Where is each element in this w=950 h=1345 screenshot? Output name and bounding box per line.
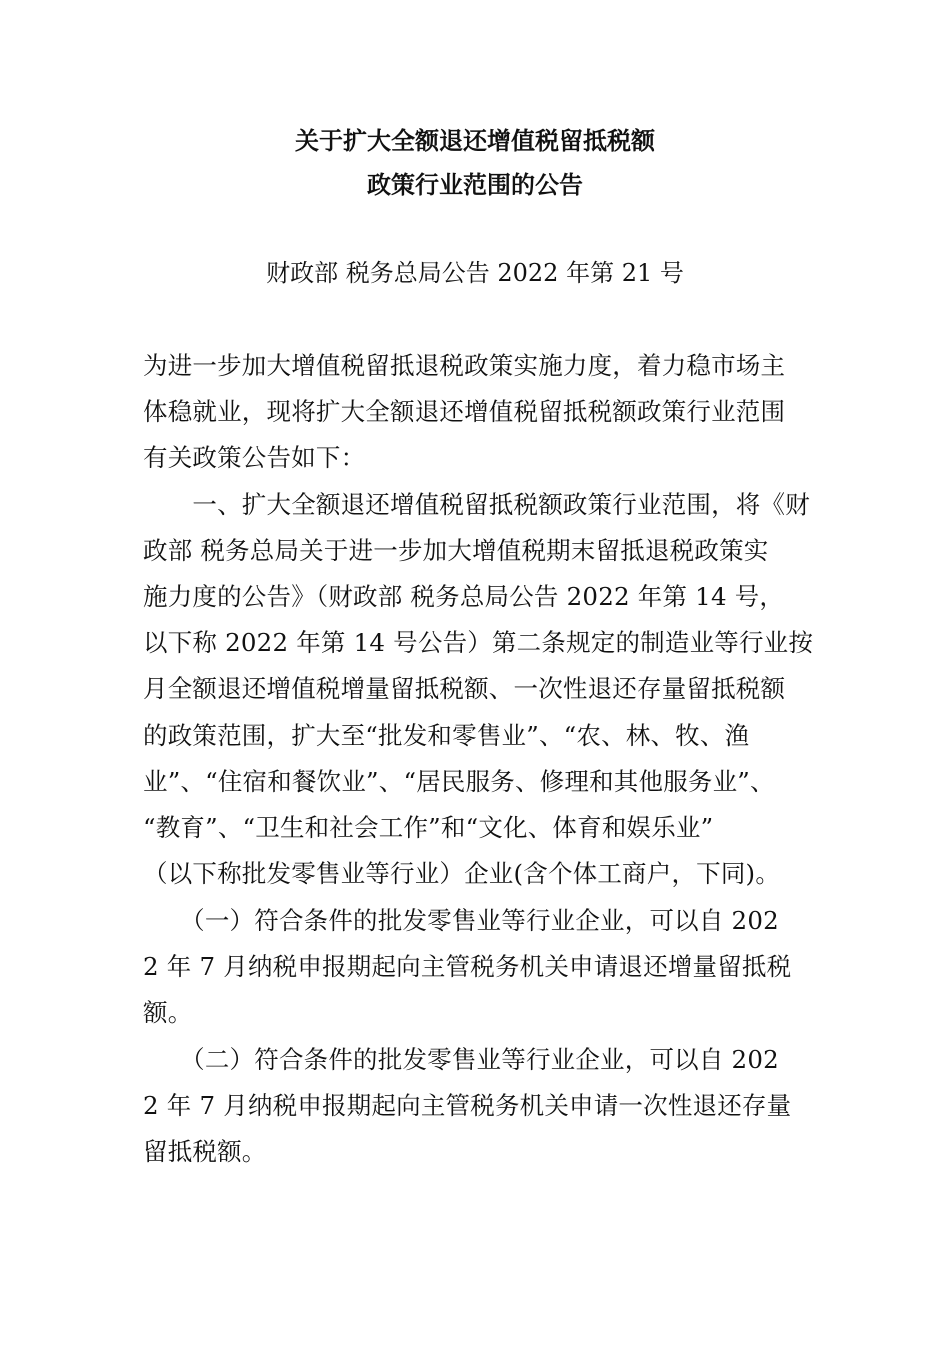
item1-line-3: 额。 — [143, 998, 193, 1027]
intro-line-1: 为进一步加大增值税留抵退税政策实施力度，着力稳市场主 — [143, 351, 786, 380]
intro-line-3: 有关政策公告如下： — [143, 443, 366, 472]
item1-line-1: （一）符合条件的批发零售业等行业企业，可以自 202 — [143, 906, 779, 935]
section1-line-1: 一、扩大全额退还增值税留抵税额政策行业范围，将《财 — [143, 490, 810, 519]
section1-line-4: 以下称 2022 年第 14 号公告）第二条规定的制造业等行业按 — [143, 628, 814, 657]
item2-line-1: （二）符合条件的批发零售业等行业企业，可以自 202 — [143, 1045, 779, 1074]
title-line-2: 政策行业范围的公告 — [367, 171, 583, 199]
document-number: 财政部 税务总局公告 2022 年第 21 号 — [266, 259, 684, 287]
section1-line-5: 月全额退还增值税增量留抵税额、一次性退还存量留抵税额 — [143, 674, 786, 703]
section1-line-3: 施力度的公告》（财政部 税务总局公告 2022 年第 14 号， — [143, 582, 785, 611]
section1-line-2: 政部 税务总局关于进一步加大增值税期末留抵退税政策实 — [143, 536, 769, 565]
item1-line-2: 2 年 7 月纳税申报期起向主管税务机关申请退还增量留抵税 — [143, 952, 792, 981]
section1-line-9: （以下称批发零售业等行业）企业(含个体工商户，下同)。 — [143, 859, 781, 888]
section1-line-7: 业”、“住宿和餐饮业”、“居民服务、修理和其他服务业”、 — [143, 767, 775, 796]
section1-line-6: 的政策范围，扩大至“批发和零售业”、“农、林、牧、渔 — [143, 721, 750, 750]
item2-line-2: 2 年 7 月纳税申报期起向主管税务机关申请一次性退还存量 — [143, 1091, 792, 1120]
section1-line-8: “教育”、“卫生和社会工作”和“文化、体育和娱乐业” — [143, 813, 714, 842]
title-line-1: 关于扩大全额退还增值税留抵税额 — [295, 127, 655, 155]
intro-line-2: 体稳就业，现将扩大全额退还增值税留抵税额政策行业范围 — [143, 397, 786, 426]
item2-line-3: 留抵税额。 — [143, 1137, 267, 1166]
